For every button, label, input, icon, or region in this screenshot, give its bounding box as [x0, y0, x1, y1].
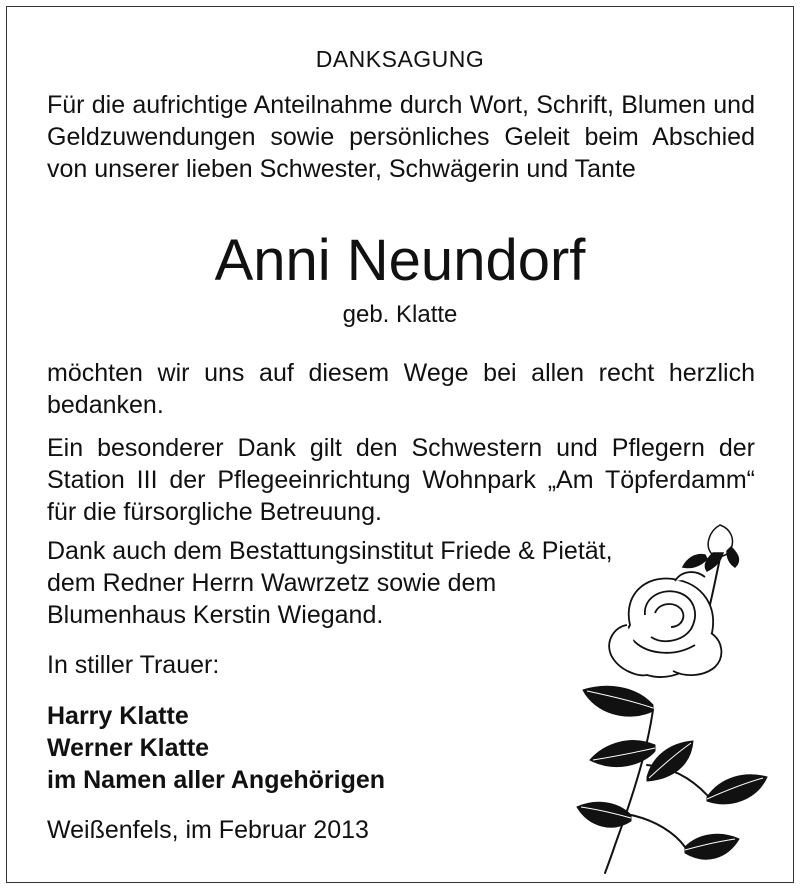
signer: Werner Klatte: [47, 734, 210, 762]
place-date: Weißenfels, im Februar 2013: [47, 816, 369, 844]
mourning-line: In stiller Trauer:: [47, 651, 220, 679]
notice-heading: DANKSAGUNG: [315, 46, 485, 72]
signers-list: [47, 700, 385, 796]
thanks-paragraph: möchten wir uns auf diesem Wege bei allen recht herzlich bedanken.: [47, 359, 755, 419]
birth-name: geb. Klatte: [342, 301, 458, 328]
special-thanks-paragraph: Ein besonderer Dank gilt den Schwestern und Pflegern der Station III der Pflegeeinrichtung Wohnpark „Am Töpferdamm“ für die fürsorgliche Betreuung.: [47, 434, 755, 526]
deceased-name: Anni Neundorf: [214, 228, 586, 293]
further-thanks-line: dem Redner Herrn Wawrzetz sowie dem: [47, 569, 497, 597]
signer: Harry Klatte: [47, 702, 189, 730]
signer: im Namen aller Angehörigen: [47, 766, 386, 794]
intro-paragraph: Für die aufrichtige Anteilnahme durch Wort, Schrift, Blumen und Geldzuwendungen sowie persönliches Geleit beim Abschied von unserer lieben Schwester, Schwägerin und Tante: [47, 91, 755, 183]
further-thanks-line: Dank auch dem Bestattungsinstitut Friede & Pietät,: [47, 537, 613, 565]
further-thanks-line: Blumenhaus Kerstin Wiegand.: [47, 601, 384, 629]
rose-icon: [535, 515, 785, 875]
